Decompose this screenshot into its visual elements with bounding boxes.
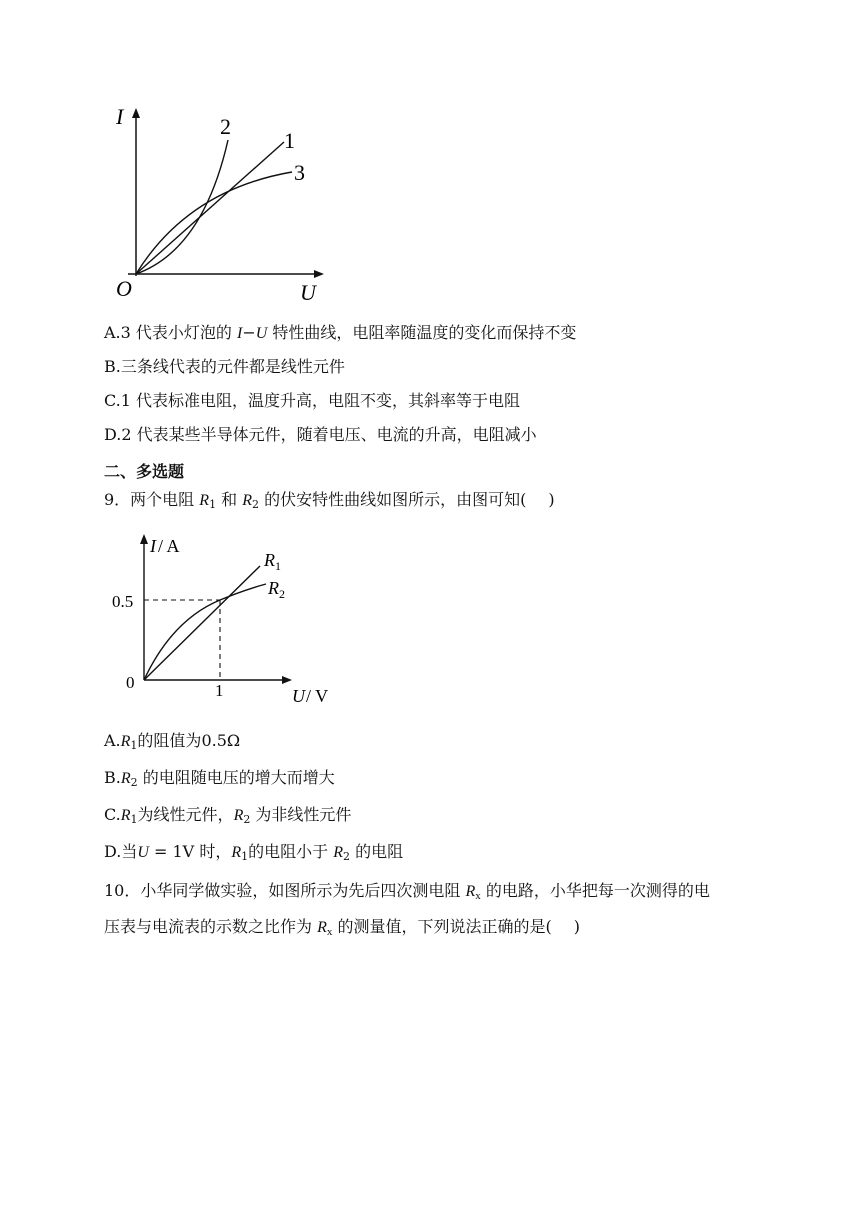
x-axis-var: U (292, 686, 305, 706)
q9-option-b: $B.R_2$ 的电阻随电压的增大而增大 (104, 768, 335, 789)
q8-option-b: B.三条线代表的元件都是线性元件 (104, 357, 345, 376)
q9-option-c: $C.R_1$为线性元件，$R_2$ 为非线性元件 (104, 805, 352, 826)
x-axis-unit: / V (306, 686, 329, 706)
x-axis-label: U (300, 280, 316, 305)
q9-stem: 9．两个电阻 $R_1$ 和 $R_2$ 的伏安特性曲线如图所示，由图可知( ) (104, 490, 555, 511)
y-axis-arrow (132, 108, 140, 118)
q9-option-d: D.当U = 1V 时，$R_1$的电阻小于 $R_2$ 的电阻 (104, 842, 404, 863)
origin-label: O (116, 276, 132, 301)
section-heading: 二、多选题 (104, 462, 185, 481)
curve-label-2: 2 (220, 114, 231, 139)
curve-1 (136, 142, 284, 274)
figure-r1-r2-curves (110, 528, 350, 708)
curve-label-1: 1 (284, 128, 295, 153)
y-axis-var: I (150, 536, 156, 556)
q8-option-d: D.2 代表某些半导体元件，随着电压、电流的升高，电阻减小 (104, 425, 537, 444)
curve-r1 (144, 566, 260, 680)
y-tick-label: 0.5 (112, 592, 134, 611)
x-axis-arrow (314, 270, 324, 278)
q10-stem-line2: 压表与电流表的示数之比作为 $R_x$ 的测量值，下列说法正确的是( ) (104, 917, 580, 938)
label-r1: $R_1$ (264, 550, 281, 573)
y-axis-arrow (140, 534, 148, 544)
q10-stem-line1: 10．小华同学做实验，如图所示为先后四次测电阻 $R_x$ 的电路，小华把每一次测得的电 (104, 881, 710, 902)
figure-iu-curves (108, 100, 338, 310)
q9-option-a: $A.R_1$的阻值为0.5Ω (104, 731, 241, 752)
x-axis-arrow (282, 676, 292, 684)
origin-label: 0 (126, 673, 135, 692)
q8-option-a: A.3 代表小灯泡的 I−U 特性曲线，电阻率随温度的变化而保持不变 (104, 323, 577, 342)
curve-label-3: 3 (294, 160, 305, 185)
label-r2: $R_2$ (268, 578, 285, 601)
q8-option-c: C.1 代表标准电阻，温度升高，电阻不变，其斜率等于电阻 (104, 391, 521, 410)
y-axis-label: I (116, 104, 124, 129)
x-tick-label: 1 (215, 681, 224, 700)
curve-r2 (144, 584, 266, 680)
y-axis-unit: / A (158, 536, 180, 556)
